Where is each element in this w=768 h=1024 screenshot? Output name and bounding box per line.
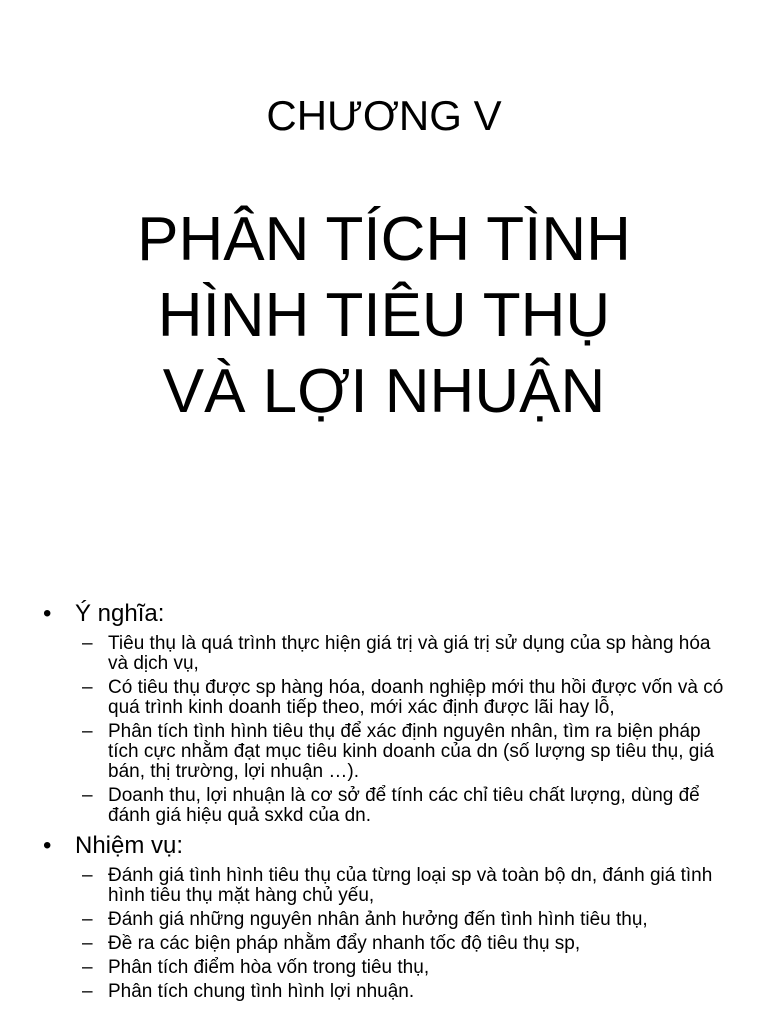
- list-item-text: Doanh thu, lợi nhuận là cơ sở để tính các chỉ tiêu chất lượng, dùng để đánh giá hiệu quả sxkd của dn.: [108, 785, 700, 826]
- dash-marker: –: [82, 957, 93, 978]
- list-item: [0, 934, 768, 954]
- title-line-1: PHÂN TÍCH TÌNH: [137, 205, 631, 274]
- bullet-marker: •: [43, 600, 52, 627]
- list-item: [0, 866, 768, 906]
- dash-marker: –: [82, 865, 93, 886]
- dash-marker: –: [82, 933, 93, 954]
- section-heading-text: Ý nghĩa:: [75, 600, 165, 627]
- dash-marker: –: [82, 633, 93, 654]
- dash-marker: –: [82, 909, 93, 930]
- section-heading-text: Nhiệm vụ:: [75, 832, 184, 859]
- list-item: [0, 910, 768, 930]
- content-body: [0, 598, 768, 1006]
- list-item: [0, 786, 768, 826]
- page-title: [0, 202, 768, 430]
- list-item: [0, 678, 768, 718]
- title-line-3: VÀ LỢI NHUẬN: [162, 357, 606, 426]
- list-item-text: Đánh giá những nguyên nhân ảnh hưởng đến tình hình tiêu thụ,: [108, 909, 648, 930]
- list-item: [0, 958, 768, 978]
- list-item: [0, 982, 768, 1002]
- section-nhiem-vu: [0, 830, 768, 1002]
- list-item-text: Tiêu thụ là quá trình thực hiện giá trị và giá trị sử dụng của sp hàng hóa và dịch vụ,: [108, 633, 711, 674]
- dash-marker: –: [82, 785, 93, 806]
- chapter-heading: CHƯƠNG V: [266, 92, 502, 139]
- list-item-text: Đánh giá tình hình tiêu thụ của từng loại sp và toàn bộ dn, đánh giá tình hình tiêu thụ mặt hàng chủ yếu,: [108, 865, 713, 906]
- list-item-text: Có tiêu thụ được sp hàng hóa, doanh nghiệp mới thu hồi được vốn và có quá trình kinh doanh tiếp theo, mới xác định được lãi hay lỗ,: [108, 677, 724, 718]
- title-line-2: HÌNH TIÊU THỤ: [157, 281, 611, 350]
- list-item-text: Đề ra các biện pháp nhằm đẩy nhanh tốc độ tiêu thụ sp,: [108, 933, 581, 954]
- section-heading: [0, 830, 768, 862]
- list-item-text: Phân tích tình hình tiêu thụ để xác định nguyên nhân, tìm ra biện pháp tích cực nhằm đạt mục tiêu kinh doanh của dn (số lượng sp tiêu thụ, giá bán, thị trường, lợi nhuận …).: [108, 721, 715, 782]
- section-heading: [0, 598, 768, 630]
- section-y-nghia: [0, 598, 768, 826]
- dash-marker: –: [82, 721, 93, 742]
- list-item-text: Phân tích điểm hòa vốn trong tiêu thụ,: [108, 957, 430, 978]
- list-item: [0, 722, 768, 782]
- list-item-text: Phân tích chung tình hình lợi nhuận.: [108, 981, 415, 1002]
- bullet-marker: •: [43, 832, 52, 859]
- dash-marker: –: [82, 981, 93, 1002]
- dash-marker: –: [82, 677, 93, 698]
- list-item: [0, 634, 768, 674]
